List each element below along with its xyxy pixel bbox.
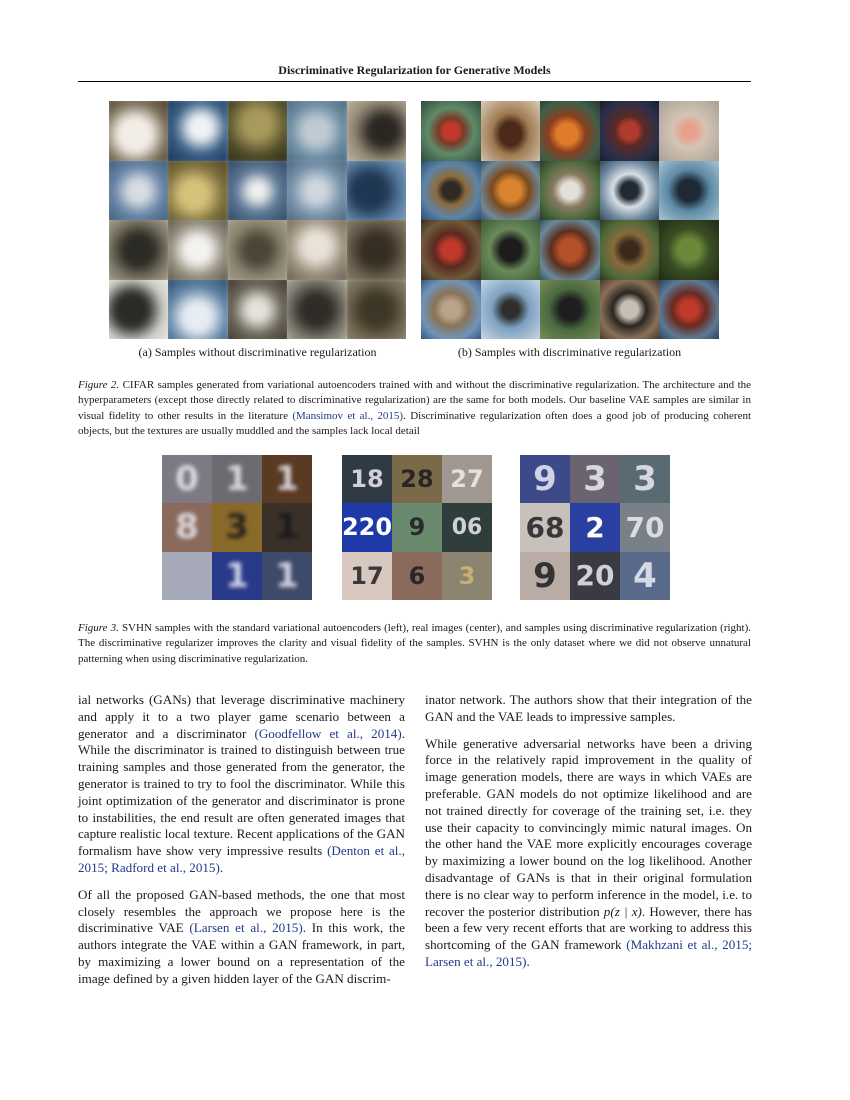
sample-tile <box>421 220 481 280</box>
sample-tile <box>228 161 287 221</box>
svhn-tile <box>570 503 620 551</box>
figure2-citation-link[interactable]: (Mansimov et al., 2015) <box>292 409 404 422</box>
citation-link[interactable]: (Larsen et al., 2015) <box>189 920 303 936</box>
figure2-caption-text: CIFAR samples generated from variational autoencoders trained with and without the discriminative regularization. The architecture and the hyperparameters (except those directly related to discriminative regularization) are the same for both models. Our baseline VAE samples are similar in visual fidelity to other results in the literature <box>78 379 752 422</box>
svhn-tile <box>342 455 392 503</box>
svhn-tile <box>262 552 312 600</box>
figure3-right-grid <box>520 455 670 600</box>
digit: 20 <box>575 559 615 593</box>
left-column <box>78 692 405 998</box>
sample-tile <box>659 161 719 221</box>
digit: 9 <box>533 459 557 500</box>
svhn-tile <box>342 552 392 600</box>
text-run: ial networks (GANs) that leverage discriminative machinery and apply it to a two player game scenario between a generator and a discriminator <box>78 692 405 741</box>
digit: 9 <box>533 555 557 596</box>
svhn-tile <box>442 552 492 600</box>
right-column <box>425 692 752 981</box>
sample-tile <box>540 101 600 161</box>
figure2-caption-text-2: . Discriminative regularization often does a good job of producing coherent objects, but the textures are usually muddled and the samples lack local detail <box>78 409 752 438</box>
digit: 3 <box>633 459 657 500</box>
svhn-tile <box>212 455 262 503</box>
digit: 3 <box>583 459 607 500</box>
digit: 2 <box>585 510 605 544</box>
svhn-tile <box>162 503 212 551</box>
title-rule <box>78 81 751 82</box>
running-title: Discriminative Regularization for Generative Models <box>278 63 551 77</box>
svhn-tile <box>520 455 570 503</box>
svhn-tile <box>162 552 212 600</box>
sample-tile <box>540 280 600 340</box>
sample-tile <box>287 161 346 221</box>
sample-tile <box>168 280 227 340</box>
sample-tile <box>109 220 168 280</box>
figure3-left-grid <box>162 455 312 600</box>
digit: 9 <box>408 513 426 542</box>
sample-tile <box>347 161 406 221</box>
digit: 6 <box>408 561 426 590</box>
svhn-tile <box>212 552 262 600</box>
figure3-caption-text: SVHN samples with the standard variational autoencoders (left), real images (center), and samples using discriminative regularization (right). The discriminative regularizer improves the clarity and visual fidelity of the samples. SVHN is the only dataset where we did not observe unnatural patterning when using discriminative regularization. <box>78 622 752 665</box>
text-run: . While the discriminator is trained to distinguish between true training samples and those generated from the generator, the generator is trained to try to fool the discriminator. While this joint optimization of the generator and discriminator is prone to instabilities, the end result are often generated images that capture realistic local texture. Recent applications of the GAN formalism have show very impressive results <box>78 725 405 859</box>
sample-tile <box>228 220 287 280</box>
digit: 1 <box>225 555 249 596</box>
sample-tile <box>228 101 287 161</box>
citation-link[interactable]: (Makhzani et al., 2015; Larsen et al., 2015) <box>425 937 753 969</box>
digit: 0 <box>175 459 199 500</box>
digit <box>162 552 212 600</box>
digit: 18 <box>350 465 384 494</box>
citation-link[interactable]: (Goodfellow et al., 2014) <box>254 725 402 741</box>
sample-tile <box>228 280 287 340</box>
svhn-tile <box>212 503 262 551</box>
figure2b-subcaption: (b) Samples with discriminative regularization <box>457 345 682 359</box>
citation-link[interactable]: (Denton et al., 2015; Radford et al., 2015) <box>78 843 405 875</box>
digit: 28 <box>400 465 434 494</box>
figure2-label: Figure 2. <box>78 379 120 391</box>
figure3-label: Figure 3. <box>78 622 119 634</box>
sample-tile <box>481 280 541 340</box>
sample-tile <box>481 161 541 221</box>
sample-tile <box>168 161 227 221</box>
sample-tile <box>168 101 227 161</box>
svhn-tile <box>262 455 312 503</box>
sample-tile <box>347 220 406 280</box>
svhn-tile <box>442 455 492 503</box>
figure2a-subcaption: (a) Samples without discriminative regularization <box>138 345 377 359</box>
digit: 06 <box>451 514 483 540</box>
text-run: . In this work, the authors integrate the VAE within a GAN framework, in part, by maximizing a lower bound on a representation of the image defined by a given hidden layer of the GAN discrim- <box>78 920 406 986</box>
digit: 8 <box>175 507 199 548</box>
sample-tile <box>600 220 660 280</box>
digit: 1 <box>275 555 299 596</box>
sample-tile <box>347 280 406 340</box>
sample-tile <box>540 161 600 221</box>
svhn-tile <box>392 552 442 600</box>
digit: 3 <box>458 561 476 590</box>
sample-tile <box>109 101 168 161</box>
digit: 17 <box>350 561 384 590</box>
svhn-tile <box>392 503 442 551</box>
digit: 70 <box>625 510 665 544</box>
figure3-caption <box>78 621 751 667</box>
sample-tile <box>168 220 227 280</box>
math-expression: p(z | x) <box>603 903 642 919</box>
sample-tile <box>421 101 481 161</box>
digit: 1 <box>275 459 299 500</box>
text-run: . However, there has been a few very recent efforts that are working to address this shortcoming of the GAN framework <box>425 903 752 953</box>
text-run: While generative adversarial networks have been a driving force in the relatively rapid improvement in the quality of image generation models, there are ways in which VAEs are preferable. GAN models do not optimize likelihood and are not trained directly for coverage of the training set, i.e. they use their capacity to convincingly mimic natural images. On the other hand the VAE more explicitly encourages coverage by maximizing a lower bound on the log likelihood. Another disadvantage of GANs is that in their original formulation there is no clear way to perform inference in the model, i.e. to recover the posterior distribution <box>425 735 752 919</box>
sample-tile <box>287 101 346 161</box>
text-run: . <box>219 859 224 875</box>
svhn-tile <box>162 455 212 503</box>
sample-tile <box>421 280 481 340</box>
digit: 4 <box>633 555 657 596</box>
svhn-tile <box>392 455 442 503</box>
text-run: . <box>526 953 530 969</box>
right-paragraph-2 <box>425 736 752 971</box>
svhn-tile <box>342 503 392 551</box>
figure2b-image-grid <box>421 101 719 339</box>
right-paragraph-1: inator network. The authors show that their integration of the GAN and the VAE leads to impressive samples. <box>425 692 752 724</box>
svhn-tile <box>570 552 620 600</box>
svhn-tile <box>520 503 570 551</box>
digit: 27 <box>450 465 484 494</box>
digit: 220 <box>342 513 392 542</box>
sample-tile <box>600 161 660 221</box>
sample-tile <box>287 280 346 340</box>
svhn-tile <box>620 552 670 600</box>
svhn-tile <box>442 503 492 551</box>
left-paragraph-2 <box>78 887 405 988</box>
svhn-tile <box>620 455 670 503</box>
left-paragraph-1 <box>78 692 405 877</box>
sample-tile <box>659 101 719 161</box>
svhn-tile <box>262 503 312 551</box>
digit: 68 <box>525 510 565 544</box>
sample-tile <box>109 280 168 340</box>
sample-tile <box>347 101 406 161</box>
digit: 1 <box>275 507 299 548</box>
svhn-tile <box>620 503 670 551</box>
figure2-caption <box>78 378 751 440</box>
sample-tile <box>600 280 660 340</box>
sample-tile <box>659 280 719 340</box>
figure2a-image-grid <box>109 101 406 339</box>
sample-tile <box>109 161 168 221</box>
svhn-tile <box>570 455 620 503</box>
sample-tile <box>659 220 719 280</box>
sample-tile <box>481 220 541 280</box>
text-run: Of all the proposed GAN-based methods, the one that most closely resembles the approach we propose here is the discriminative VAE <box>78 886 405 936</box>
figure3-center-grid <box>342 455 492 600</box>
digit: 3 <box>225 507 249 548</box>
sample-tile <box>421 161 481 221</box>
svhn-tile <box>520 552 570 600</box>
sample-tile <box>481 101 541 161</box>
digit: 1 <box>225 459 249 500</box>
sample-tile <box>600 101 660 161</box>
sample-tile <box>287 220 346 280</box>
sample-tile <box>540 220 600 280</box>
